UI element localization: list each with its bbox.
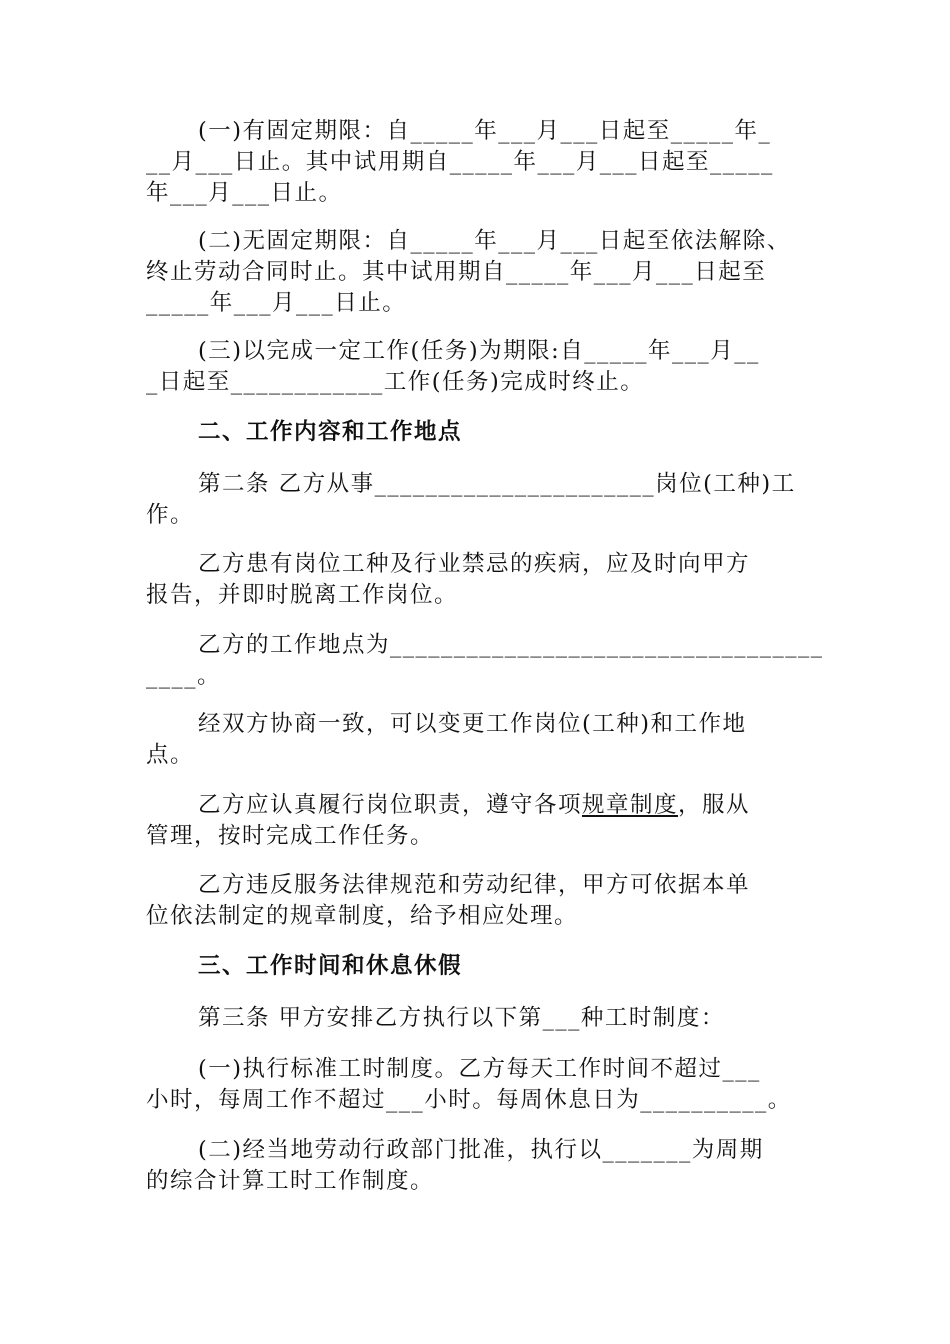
rules-link[interactable]: 规章制度	[582, 792, 679, 818]
paragraph-occupational-disease: 乙方患有岗位工种及行业禁忌的疾病，应及时向甲方 报告，并即时脱离工作岗位。	[146, 551, 751, 608]
article-three-hours-system: 第三条 甲方安排乙方执行以下第___种工时制度：	[198, 1005, 725, 1031]
paragraph-duties: 乙方应认真履行岗位职责，遵守各项规章制度，服从 管理，按时完成工作任务。	[146, 792, 751, 849]
clause-task-term: (三)以完成一定工作(任务)为期限:自_____年___月__ _日起至____________工作(任务)完成时终止。	[146, 338, 760, 395]
clause-standard-hours: (一)执行标准工时制度。乙方每天工作时间不超过___ 小时，每周工作不超过___小时。每周休息日为__________。	[146, 1056, 792, 1113]
section-heading-work-hours: 三、工作时间和休息休假	[198, 953, 463, 979]
paragraph-discipline: 乙方违反服务法律规范和劳动纪律，甲方可依据本单 位依法制定的规章制度，给予相应处理。	[146, 872, 751, 929]
paragraph-change-position: 经双方协商一致，可以变更工作岗位(工种)和工作地 点。	[146, 711, 747, 768]
section-heading-work-content: 二、工作内容和工作地点	[198, 419, 463, 445]
clause-fixed-term: (一)有固定期限：自_____年___月___日起至_____年_ __月___日止。其中试用期自_____年___月___日起至_____ 年___月___日止。	[146, 118, 774, 206]
clause-comprehensive-hours: (二)经当地劳动行政部门批准，执行以_______为周期 的综合计算工时工作制度。	[146, 1137, 764, 1194]
article-two-position: 第二条 乙方从事______________________岗位(工种)工 作。	[146, 471, 796, 528]
clause-open-term: (二)无固定期限：自_____年___月___日起至依法解除、 终止劳动合同时止。其中试用期自_____年___月___日起至 _____年___月___日止。	[146, 228, 791, 316]
paragraph-work-location: 乙方的工作地点为__________________________________ ____。	[146, 632, 824, 689]
